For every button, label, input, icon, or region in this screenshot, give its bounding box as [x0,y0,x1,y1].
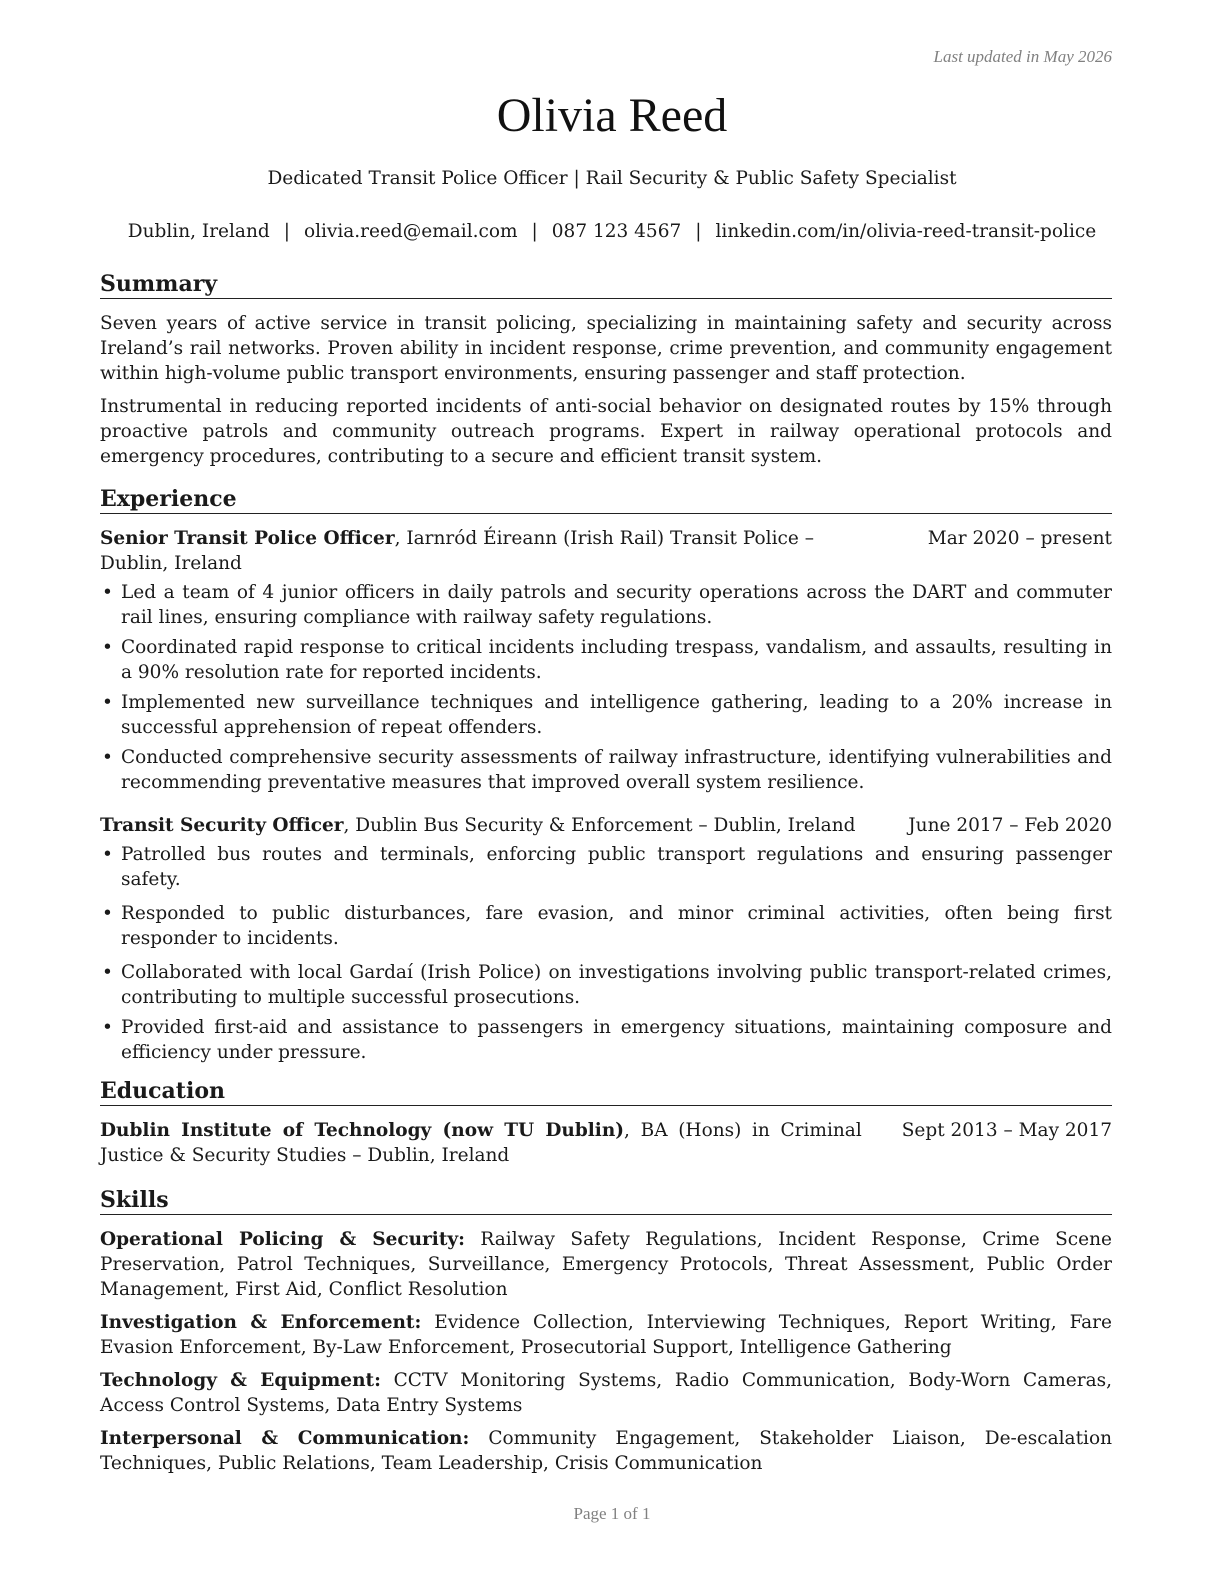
skills-section [100,1186,1112,1476]
summary-paragraph: Instrumental in reducing reported incidents of anti-social behavior on designated routes by 15% through proactive patrols and community outreach programs. Expert in railway operational protocols and emergency procedures, contributing to a secure and efficient transit system. [100,396,1112,467]
resume-content [100,270,1112,1484]
experience-section [100,485,1112,1065]
job-bullet: • Responded to public disturbances, fare evasion, and minor criminal activities, often being first responder to incidents. [100,901,1112,951]
skill-group-label: Investigation & Enforcement: [100,1312,422,1333]
contact-email[interactable]: olivia.reed@email.com [303,221,518,242]
skill-group-items: Community Engagement, Stakeholder Liaison, De-escalation Techniques, Public Relations, Team Leadership, Crisis Communication [100,1428,1112,1474]
skill-group [100,1227,1112,1302]
job-bullet: • Conducted comprehensive security assessments of railway infrastructure, identifying vulnerabilities and recommending preventative measures that improved overall system resilience. [100,745,1112,795]
education-detail: , BA (Hons) in Criminal Justice & Security Studies – Dublin, Ireland [100,1120,862,1166]
skill-group [100,1310,1112,1360]
job-dates: June 2017 – Feb 2020 [908,815,1112,836]
section-title-education: Education [100,1077,1112,1106]
section-title-summary: Summary [100,270,1112,299]
contact-phone[interactable]: 087 123 4567 [551,221,682,242]
summary-paragraph: Seven years of active service in transit policing, specializing in maintaining safety and security across Ireland’s rail networks. Proven ability in incident response, crime prevention, and community engagement within high-volume public transport environments, ensuring passenger and staff protection. [100,313,1112,384]
candidate-name: Olivia Reed [496,89,728,142]
contact-location: Dublin, Ireland [127,221,270,242]
job-bullets [100,842,1112,1065]
contact-linkedin[interactable]: linkedin.com/in/olivia-reed-transit-police [715,221,1097,242]
summary-section [100,270,1112,469]
contact-separator: | [695,221,702,242]
job-dates: Mar 2020 – present [927,528,1112,549]
page-number: Page 1 of 1 [573,1504,651,1523]
section-title-skills: Skills [100,1186,1112,1215]
job-bullet: • Implemented new surveillance techniques and intelligence gathering, leading to a 20% increase in successful apprehension of repeat offenders. [100,690,1112,740]
job-organization: , Iarnród Éireann (Irish Rail) Transit Police – Dublin, Ireland [100,528,814,574]
job-bullet: • Patrolled bus routes and terminals, enforcing public transport regulations and ensuring passenger safety. [100,842,1112,892]
skill-group [100,1426,1112,1476]
contact-line [0,219,1224,244]
job-bullet: • Provided first-aid and assistance to passengers in emergency situations, maintaining composure and efficiency under pressure. [100,1015,1112,1065]
job-bullets [100,580,1112,795]
education-school: Dublin Institute of Technology (now TU Dublin) [100,1120,625,1141]
skill-group-items: CCTV Monitoring Systems, Radio Communication, Body-Worn Cameras, Access Control Systems, Data Entry Systems [100,1370,1112,1416]
job-bullet: • Coordinated rapid response to critical incidents including trespass, vandalism, and assaults, resulting in a 90% resolution rate for reported incidents. [100,635,1112,685]
tagline: Dedicated Transit Police Officer | Rail Security & Public Safety Specialist [267,168,957,189]
education-section [100,1077,1112,1168]
job-header [100,526,1112,576]
job-entry [100,526,1112,795]
skill-group-items: Railway Safety Regulations, Incident Response, Crime Scene Preservation, Patrol Techniques, Surveillance, Emergency Protocols, Threat Assessment, Public Order Management, First Aid, Conflict Resolution [100,1229,1112,1300]
skill-group-label: Interpersonal & Communication: [100,1428,470,1449]
job-header [100,813,1112,838]
skill-group-label: Technology & Equipment: [100,1370,381,1391]
job-bullet: • Collaborated with local Gardaí (Irish Police) on investigations involving public transport-related crimes, contributing to multiple successful prosecutions. [100,960,1112,1010]
contact-separator: | [531,221,538,242]
contact-separator: | [283,221,290,242]
skill-group-label: Operational Policing & Security: [100,1229,465,1250]
job-organization: , Dublin Bus Security & Enforcement – Dublin, Ireland [343,815,856,836]
section-title-experience: Experience [100,485,1112,514]
job-entry [100,813,1112,1065]
education-entry [100,1118,1112,1168]
skill-group [100,1368,1112,1418]
skill-group-items: Evidence Collection, Interviewing Techniques, Report Writing, Fare Evasion Enforcement, By-Law Enforcement, Prosecutorial Support, Intelligence Gathering [100,1312,1112,1358]
last-updated: Last updated in May 2026 [933,47,1112,66]
job-bullet: • Led a team of 4 junior officers in daily patrols and security operations across the DART and commuter rail lines, ensuring compliance with railway safety regulations. [100,580,1112,630]
education-dates: Sept 2013 – May 2017 [901,1120,1112,1141]
job-role: Senior Transit Police Officer [100,528,395,549]
job-role: Transit Security Officer [100,815,344,836]
